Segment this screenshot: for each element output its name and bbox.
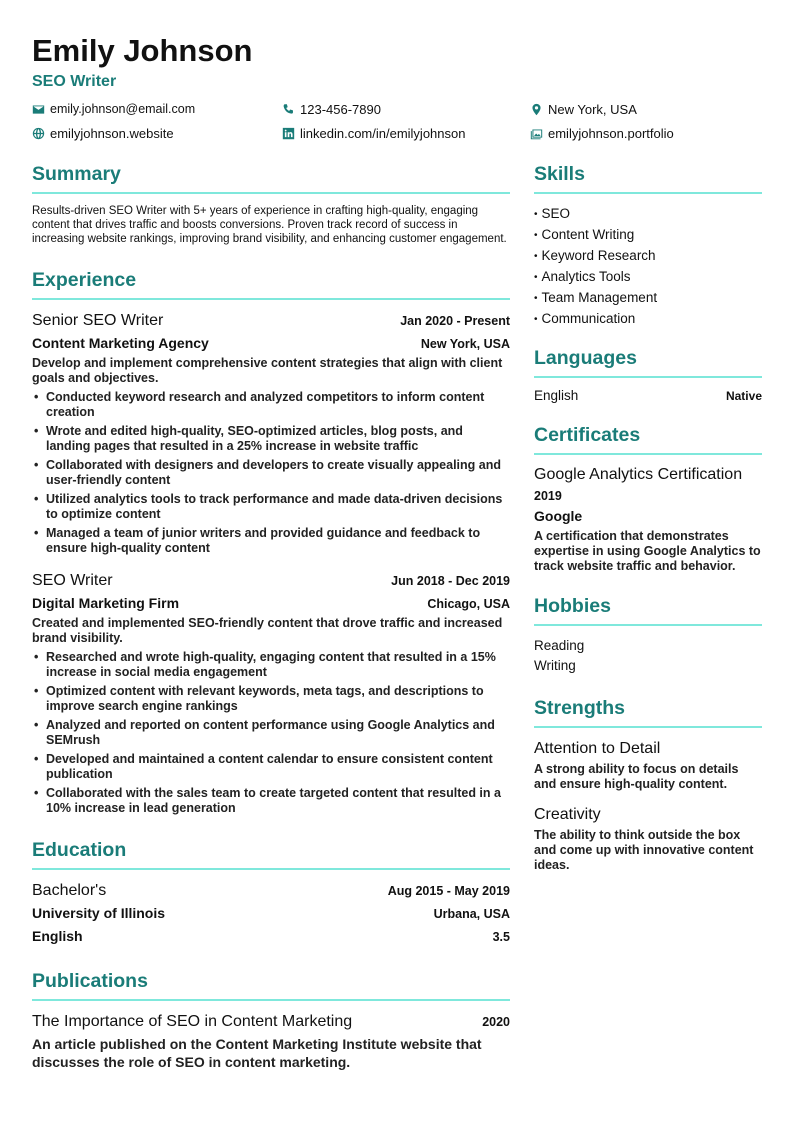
phone-icon [282,103,295,116]
job-description: Develop and implement comprehensive content strategies that align with client goals and objectives. [32,356,503,385]
publication-entry [32,1011,510,1071]
list-item: • Managed a team of junior writers and provided guidance and feedback to ensure high-quality content [32,526,510,556]
contact-linkedin-text: linkedin.com/in/emilyjohnson [300,125,466,141]
education-field: English [32,928,83,944]
job-company: Digital Marketing Firm [32,595,180,611]
list-item: • Optimized content with relevant keywords, meta tags, and descriptions to improve search engine rankings [32,684,510,714]
envelope-icon [32,103,45,116]
education-degree: Bachelor's [32,882,107,899]
contact-email-text: emily.johnson@email.com [50,102,196,116]
resume-header [32,34,762,92]
list-item: • Team Management [534,290,658,305]
certificate-entry [534,465,762,574]
job-date: Jun 2018 - Dec 2019 [391,574,510,588]
list-item: Reading [534,638,585,653]
certificate-year: 2019 [534,489,562,503]
right-column [534,160,762,885]
job-location: Chicago, USA [427,597,510,611]
skills-list [534,204,762,330]
contact-portfolio-text: emilyjohnson.portfolio [548,125,674,141]
job-title: Senior SEO Writer [32,312,164,329]
publication-title: The Importance of SEO in Content Marketing [32,1013,353,1030]
experience-heading: Experience [32,266,510,300]
contact-phone[interactable] [282,102,530,117]
education-entry [32,880,510,947]
contact-info [32,97,772,145]
list-item: • Analytics Tools [534,269,631,284]
languages-heading: Languages [534,344,762,378]
list-item: • Wrote and edited high-quality, SEO-optimized articles, blog posts, and landing pages that resulted in a 25% increase in website traffic [32,424,510,454]
language-level: Native [725,389,762,403]
contact-website-text: emilyjohnson.website [50,125,174,141]
strength-entry [534,738,762,792]
strength-name: Creativity [534,806,601,823]
contact-email[interactable] [32,102,282,116]
skills-heading: Skills [534,160,762,194]
certificates-heading: Certificates [534,421,762,455]
list-item: • Developed and maintained a content calendar to ensure consistent content publication [32,752,510,782]
globe-icon [32,127,45,140]
list-item: • Collaborated with the sales team to create targeted content that resulted in a 10% increase in lead generation [32,786,510,816]
language-entry [534,388,762,403]
list-item: Writing [534,658,576,673]
list-item: • Content Writing [534,227,635,242]
list-item: • Conducted keyword research and analyzed competitors to inform content creation [32,390,510,420]
job-location: New York, USA [420,337,510,351]
list-item: • Utilized analytics tools to track performance and made data-driven decisions to optimize content [32,492,510,522]
education-location: Urbana, USA [433,907,510,921]
list-item: • Collaborated with designers and developers to create visually appealing and user-friendly content [32,458,510,488]
candidate-role: SEO Writer [32,73,117,90]
hobbies-heading: Hobbies [534,592,762,626]
contact-location-text: New York, USA [548,101,637,117]
list-item: • Analyzed and reported on content performance using Google Analytics and SEMrush [32,718,510,748]
job-company: Content Marketing Agency [32,335,209,351]
portfolio-image-icon [530,127,543,140]
publication-description: An article published on the Content Marketing Institute website that discusses the role of SEO in content marketing. [32,1036,482,1070]
list-item: • SEO [534,206,571,221]
summary-text: Results-driven SEO Writer with 5+ years of experience in crafting high-quality, engaging content that drives traffic and boosts conversions. Proven track record of success in increasing website rankings, improving brand visibility, and enhancing customer engagement. [32,205,507,245]
strengths-heading: Strengths [534,694,762,728]
education-university: University of Illinois [32,905,166,921]
education-gpa: 3.5 [492,930,510,944]
candidate-name: Emily Johnson [32,33,253,68]
contact-phone-text: 123-456-7890 [300,101,381,117]
job-description: Created and implemented SEO-friendly content that drove traffic and increased brand visibility. [32,616,503,645]
experience-entry [32,570,510,816]
strength-entry [534,804,762,873]
linkedin-icon [282,127,295,140]
contact-website[interactable] [32,126,282,141]
contact-linkedin[interactable] [282,126,530,141]
strength-name: Attention to Detail [534,740,661,757]
contact-location [530,102,637,117]
strength-description: A strong ability to focus on details and ensure high-quality content. [534,762,739,791]
location-pin-icon [530,103,543,116]
certificate-description: A certification that demonstrates expertise in using Google Analytics to track website traffic and behavior. [534,529,761,573]
publication-year: 2020 [482,1015,510,1029]
hobbies-list [534,636,762,676]
job-bullets [32,650,510,816]
left-column [32,160,510,1071]
contact-portfolio[interactable] [530,126,674,141]
education-date: Aug 2015 - May 2019 [387,884,510,898]
job-title: SEO Writer [32,572,113,589]
list-item: • Keyword Research [534,248,656,263]
list-item: • Researched and wrote high-quality, engaging content that resulted in a 15% increase in social media engagement [32,650,510,680]
job-date: Jan 2020 - Present [400,314,510,328]
certificate-name: Google Analytics Certification [534,466,743,483]
summary-heading: Summary [32,160,510,194]
job-bullets [32,390,510,556]
publications-heading: Publications [32,967,510,1001]
experience-entry [32,310,510,556]
language-name: English [534,388,579,403]
list-item: • Communication [534,311,636,326]
education-heading: Education [32,836,510,870]
certificate-issuer: Google [534,508,583,524]
strength-description: The ability to think outside the box and come up with innovative content ideas. [534,828,754,872]
